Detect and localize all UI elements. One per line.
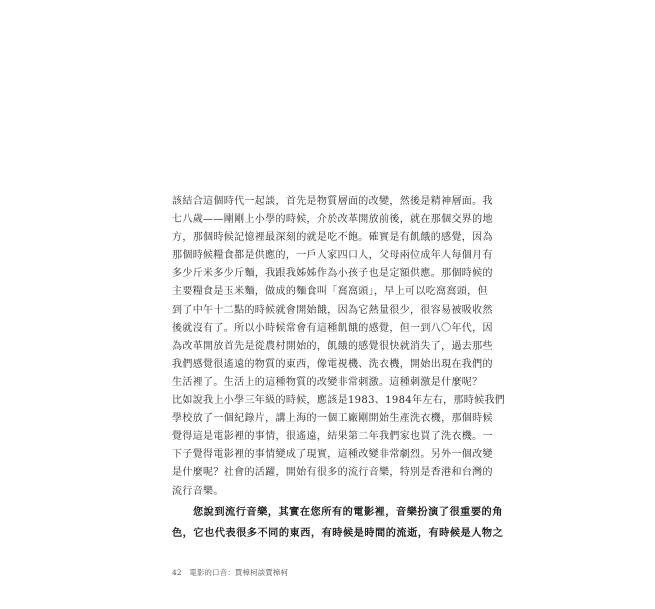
text-line: 多少斤米多少斤麵，我跟我姊姊作為小孩子也是定額供應。那個時候的 xyxy=(172,268,493,280)
text-line: 方，那個時候記憶裡最深刻的就是吃不飽。確實是有飢餓的感覺，因為 xyxy=(172,232,493,244)
text-line: 我們感覺很遙遠的物質的東西，像電視機、洗衣機，開始出現在我們的 xyxy=(172,358,493,370)
text-line: 流行音樂。 xyxy=(172,485,224,497)
text-line: 為改革開放首先是從農村開始的，飢餓的感覺很快就消失了，過去那些 xyxy=(172,340,493,352)
text-line: 下子覺得電影裡的事情變成了現實，這種改變非常劇烈。另外一個改變 xyxy=(172,449,493,461)
text-line: 您說到流行音樂，其實在您所有的電影裡，音樂扮演了很重要的角 xyxy=(193,507,503,518)
text-line: 到了中午十二點的時候就會開始餓，因為它熱量很少，很容易被吸收然 xyxy=(172,304,493,316)
interview-question xyxy=(172,502,504,544)
book-title: 電影的口音：賈樟柯談賈樟柯 xyxy=(189,568,289,577)
body-paragraph xyxy=(172,193,506,501)
page-footer xyxy=(172,567,288,578)
text-line: 後就沒有了。所以小時候常會有這種飢餓的感覺，但一到八〇年代，因 xyxy=(172,322,493,334)
text-line: 是什麼呢？社會的活躍，開始有很多的流行音樂，特別是香港和台灣的 xyxy=(172,467,493,479)
text-line: 學校放了一個紀錄片，講上海的一個工廠剛開始生產洗衣機，那個時候 xyxy=(172,413,493,425)
text-line: 七八歲——剛剛上小學的時候，介於改革開放前後，就在那個交界的地 xyxy=(172,214,493,226)
text-line: 覺得這是電影裡的事情，很遙遠，結果第二年我們家也買了洗衣機。一 xyxy=(172,431,493,443)
text-line: 那個時候糧食都是供應的，一戶人家四口人，父母兩位成年人每個月有 xyxy=(172,250,493,262)
page-number: 42 xyxy=(172,568,182,577)
text-line: 該結合這個時代一起談，首先是物質層面的改變，然後是精神層面。我 xyxy=(172,196,493,207)
text-line: 生活裡了。生活上的這種物質的改變非常刺激。這種刺激是什麼呢？ xyxy=(172,376,483,388)
text-line: 主要糧食是玉米麵，做成的麵食叫「窩窩頭」，早上可以吃窩窩頭，但 xyxy=(172,286,488,298)
text-line: 比如說我上小學三年級的時候，應該是1983、1984年左右，那時候我們 xyxy=(172,395,506,407)
text-line: 色，它也代表很多不同的東西，有時候是時間的流逝，有時候是人物之 xyxy=(172,528,504,539)
